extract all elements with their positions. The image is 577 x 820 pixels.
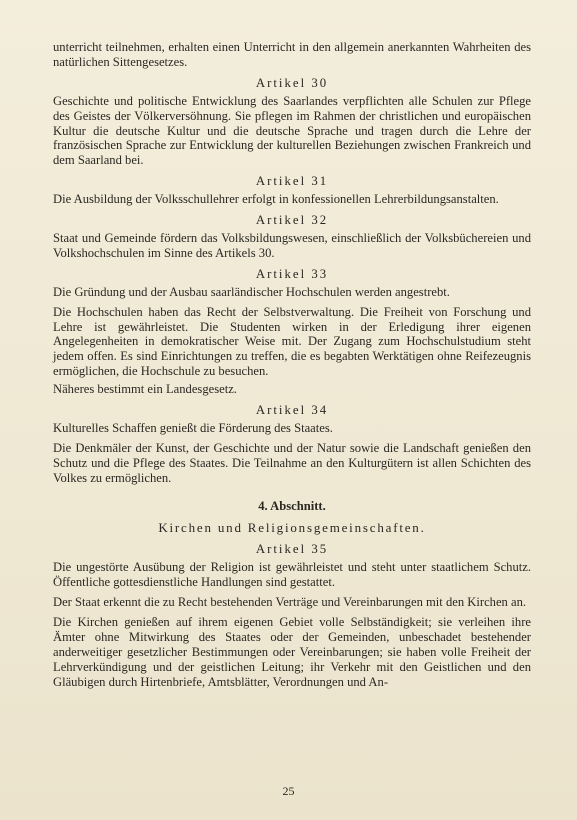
- article-33-heading: Artikel 33: [255, 266, 329, 281]
- article-35-paragraph-3: Die Kirchen genießen auf ihrem eigenen Gebiet volle Selbständigkeit; sie verleihen ihre Ämter ohne Mitwirkung des Staates oder der Gemeinden, unbeschadet bestehender anderweitiger gesetzlicher Bestimmungen oder Vereinbarungen; sie haben volle Freiheit der Lehrverkündigung und der geistlichen Leitung; ihr Verkehr mit den Geistlichen und den Gläubigen durch Hirtenbriefe, Amtsblätter, Verordnungen und An-: [53, 615, 531, 689]
- article-32-text: Staat und Gemeinde fördern das Volksbildungswesen, einschließlich der Volksbüchereien und Volkshochschulen im Sinne des Artikels 30.: [53, 230, 531, 260]
- article-30-heading: Artikel 30: [255, 75, 329, 90]
- article-31-text: Die Ausbildung der Volksschullehrer erfolgt in konfessionellen Lehrerbildungsanstalten.: [53, 192, 499, 207]
- section-subtitle: Kirchen und Religionsgemeinschaften.: [158, 520, 426, 536]
- article-31-heading: Artikel 31: [255, 174, 329, 189]
- article-33-paragraph-3: Näheres bestimmt ein Landesgesetz.: [53, 382, 237, 397]
- article-33-paragraph-1: Die Gründung und der Ausbau saarländischer Hochschulen werden angestrebt.: [53, 284, 450, 299]
- article-32-heading: Artikel 32: [255, 213, 329, 228]
- page-number: 25: [282, 784, 295, 798]
- section-heading: 4. Abschnitt.: [258, 498, 326, 513]
- body-text: [53, 40, 531, 695]
- article-34-heading: Artikel 34: [255, 403, 329, 418]
- article-33-paragraph-2: Die Hochschulen haben das Recht der Selbstverwaltung. Die Freiheit von Forschung und Lehre ist gewährleistet. Die Studenten wirken in der Erledigung ihrer eigenen Angelegenheiten in demokratischer Weise mit. Der Zugang zum Hochschulstudium steht jedem offen. Es sind Einrichtungen zu treffen, die es begabten Werktätigen ohne Reifezeugnis ermöglichen, die Hochschule zu besuchen.: [53, 304, 531, 379]
- article-35-heading: Artikel 35: [255, 542, 329, 557]
- article-35-paragraph-2: Der Staat erkennt die zu Recht bestehenden Verträge und Vereinbarungen mit den Kirchen an.: [53, 595, 527, 610]
- article-34-paragraph-1: Kulturelles Schaffen genießt die Förderung des Staates.: [53, 420, 333, 435]
- article-30-text: Geschichte und politische Entwicklung des Saarlandes verpflichten alle Schulen zur Pflege des Geistes der Völkerversöhnung. Sie pflegen im Rahmen der christlichen und europäischen Kultur die deutsche Kultur und die deutsche Sprache und tragen durch die Lehre der französischen Sprache zur Entwicklung der kulturellen Beziehungen zwischen Frankreich und dem Saarland bei.: [53, 93, 531, 168]
- article-35-paragraph-1: Die ungestörte Ausübung der Religion ist gewährleistet und steht unter staatlichem Schutz. Öffentliche gottesdienstliche Handlungen sind gestattet.: [53, 560, 531, 590]
- intro-paragraph: unterricht teilnehmen, erhalten einen Unterricht in den allgemein anerkannten Wahrheiten des natürlichen Sittengesetzes.: [53, 40, 531, 69]
- article-34-paragraph-2: Die Denkmäler der Kunst, der Geschichte und der Natur sowie die Landschaft genießen den Schutz und die Pflege des Staates. Die Teilnahme an den Kulturgütern ist allen Schichten des Volkes zu ermöglichen.: [53, 440, 531, 485]
